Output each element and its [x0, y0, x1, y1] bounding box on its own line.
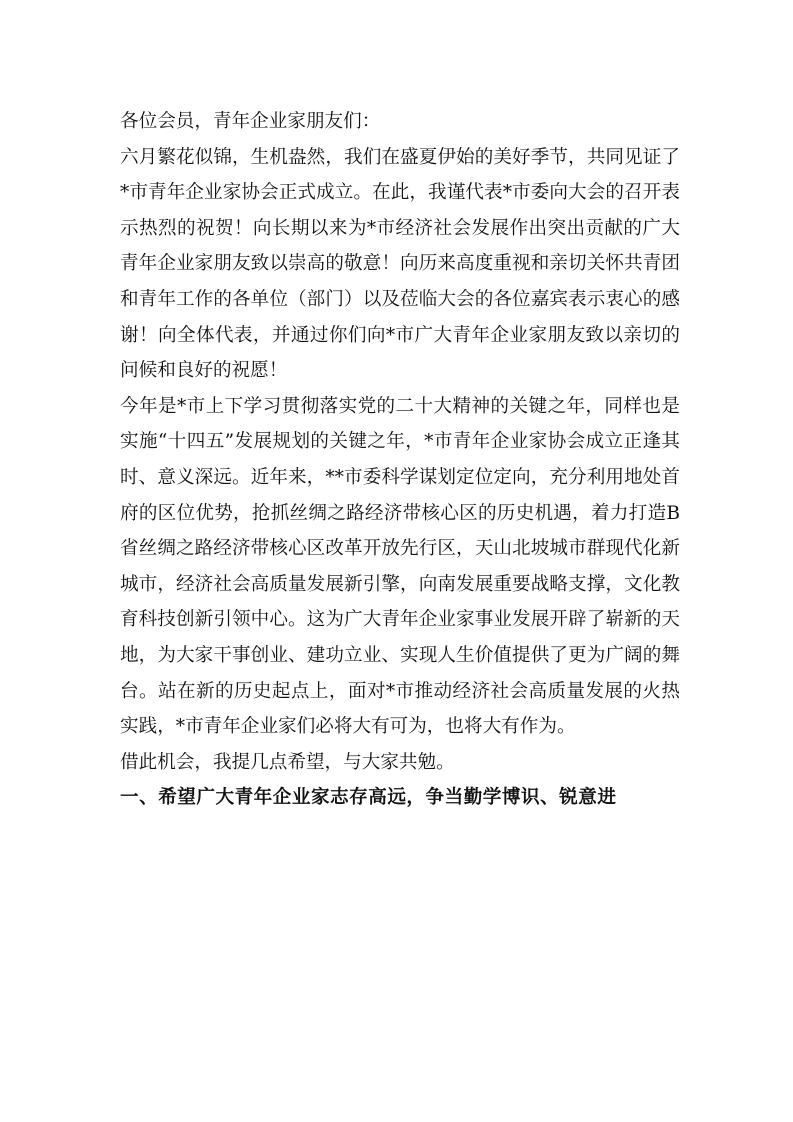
- paragraph-transition: 借此机会，我提几点希望，与大家共勉。: [120, 751, 455, 773]
- paragraph-opening: 六月繁花似锦，生机盎然，我们在盛夏伊始的美好季节，共同见证了*市青年企业家协会正式成立。在此，我谨代表*市委向大会的召开表示热烈的祝贺！向长期以来为*市经济社会发展作出突出贡献的广大青年企业家朋友致以崇高的敬意！向历来高度重视和亲切关怀共青团和青年工作的各单位（部门）以及莅临大会的各位嘉宾表示衷心的感谢！向全体代表，并通过你们向*市广大青年企业家朋友致以亲切的问候和良好的祝愿！: [120, 146, 680, 382]
- document-body: [120, 104, 680, 816]
- salutation: 各位会员，青年企业家朋友们：: [120, 111, 381, 132]
- section-heading-one: 一、希望广大青年企业家志存高远，争当勤学博识、锐意进: [120, 787, 617, 809]
- paragraph-context: 今年是*市上下学习贯彻落实党的二十大精神的关键之年，同样也是实施“十四五”发展规划的关键之年，*市青年企业家协会成立正逢其时、意义深远。近年来，**市委科学谋划定位定向，充分利用地处首府的区位优势，抢抓丝绸之路经济带核心区的历史机遇，着力打造B省丝绸之路经济带核心区改革开放先行区，天山北坡城市群现代化新城市，经济社会高质量发展新引擎，向南发展重要战略支撑，文化教育科技创新引领中心。这为广大青年企业家事业发展开辟了崭新的天地，为大家干事创业、建功立业、实现人生价值提供了更为广阔的舞台。站在新的历史起点上，面对*市推动经济社会高质量发展的火热实践，*市青年企业家们必将大有可为，也将大有作为。: [120, 395, 680, 738]
